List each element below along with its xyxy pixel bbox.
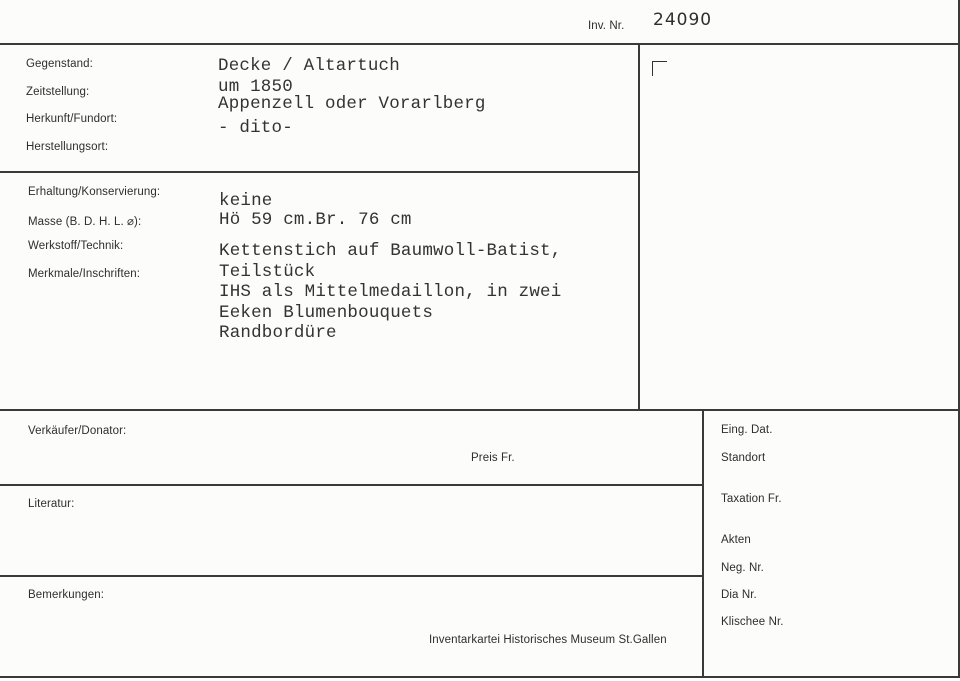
label-taxation: Taxation Fr. [721,493,782,505]
value-herstellungsort: - dito- [218,118,293,138]
rule-verkaeufer [0,484,703,486]
value-herkunft: Appenzell oder Vorarlberg [218,94,486,114]
value-gegenstand: Decke / Altartuch [218,56,400,76]
inv-nr-label: Inv. Nr. [588,20,625,32]
label-eing-dat: Eing. Dat. [721,424,773,436]
rule-header [0,43,958,45]
label-akten: Akten [721,534,751,546]
label-klischee-nr: Klischee Nr. [721,616,784,628]
rule-section1 [0,171,639,173]
label-merkmale: Merkmale/Inschriften: [28,268,141,280]
label-werkstoff: Werkstoff/Technik: [28,240,124,252]
label-erhaltung: Erhaltung/Konservierung: [28,186,161,198]
corner-mark [652,61,667,76]
value-erhaltung: keine [219,191,273,211]
label-neg-nr: Neg. Nr. [721,562,764,574]
label-herkunft: Herkunft/Fundort: [26,113,118,125]
label-literatur: Literatur: [28,498,75,510]
label-standort: Standort [721,452,766,464]
label-dia-nr: Dia Nr. [721,589,757,601]
value-merkmale-line2: Eeken Blumenbouquets [219,303,434,323]
rule-vertical-lower [702,409,704,677]
value-werkstoff-line1: Kettenstich auf Baumwoll-Batist, [219,241,562,261]
label-masse: Masse (B. D. H. L. ⌀): [28,216,142,228]
value-zeitstellung: um 1850 [218,77,293,97]
footer-imprint: Inventarkartei Historisches Museum St.Gallen [429,634,667,646]
value-merkmale-line1: IHS als Mittelmedaillon, in zwei [219,282,562,302]
label-herstellungsort: Herstellungsort: [26,141,109,153]
value-werkstoff-line2: Teilstück [219,262,316,282]
label-verkaeufer: Verkäufer/Donator: [28,425,127,437]
rule-section2 [0,409,958,411]
value-merkmale-line3: Randbordüre [219,323,337,343]
value-masse: Hö 59 cm.Br. 76 cm [219,210,412,230]
label-preis: Preis Fr. [471,452,515,464]
label-bemerkungen: Bemerkungen: [28,589,104,601]
inv-nr-value: 24090 [653,10,713,30]
rule-vertical-upper [638,43,640,411]
label-zeitstellung: Zeitstellung: [26,86,90,98]
rule-literatur [0,575,703,577]
label-gegenstand: Gegenstand: [26,58,93,70]
